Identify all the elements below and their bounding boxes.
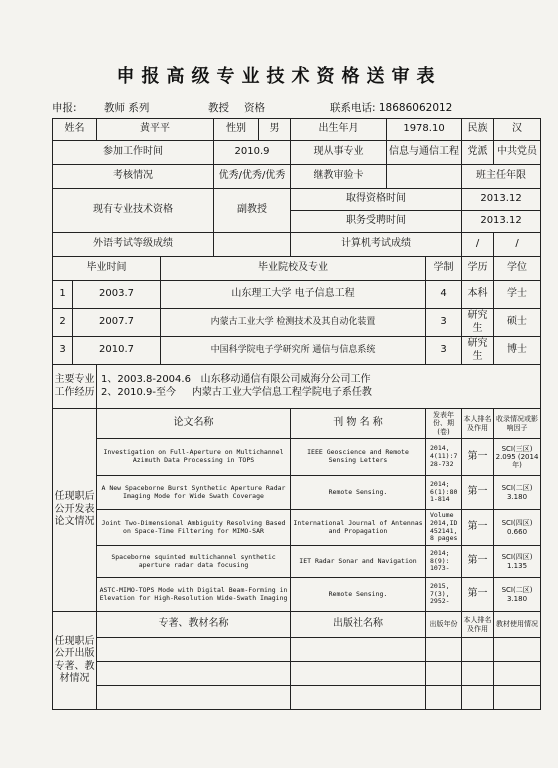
edu-no: 2 [53, 309, 73, 337]
name-label: 姓名 [53, 119, 97, 141]
edu-header-level: 学历 [462, 257, 494, 281]
edu-years: 3 [426, 309, 462, 337]
edu-degree: 硕士 [494, 309, 541, 337]
paper-rank: 第一 [462, 510, 494, 546]
education-row [53, 309, 541, 337]
book-header-title: 专著、教材名称 [97, 612, 291, 638]
paper-year: 2014; 8(9): 1073- [426, 546, 462, 578]
book-row-empty [53, 638, 541, 662]
work-content [97, 365, 541, 409]
edu-time: 2010.7 [73, 337, 161, 365]
computer-value-1: / [462, 233, 494, 257]
apply-rank: 教授 [208, 102, 229, 114]
apply-series: 教师 系列 [104, 102, 150, 114]
paper-index: SCI(三区) 2.095 (2014年) [494, 439, 541, 476]
party-value: 中共党员 [494, 141, 541, 165]
workstart-value: 2010.9 [214, 141, 291, 165]
paper-index: SCI(二区) 3.180 [494, 578, 541, 612]
paper-header-rank: 本人排名及作用 [462, 409, 494, 439]
education-header-row [53, 257, 541, 281]
work-line-1: 1、2003.8-2004.6 山东移动通信有限公司威海分公司工作 [101, 374, 371, 385]
book-row-empty [53, 686, 541, 710]
book-cell [426, 638, 462, 662]
continuing-ed-value [387, 165, 462, 189]
edu-time: 2003.7 [73, 281, 161, 309]
paper-index: SCI(二区) 3.180 [494, 476, 541, 510]
work-line-2: 2、2010.9-至今 内蒙古工业大学信息工程学院电子系任教 [101, 386, 372, 398]
education-row [53, 281, 541, 309]
book-cell [291, 662, 426, 686]
books-section-label: 任现职后公开出版专著、教材情况 [53, 612, 97, 710]
edu-header-school: 毕业院校及专业 [161, 257, 426, 281]
paper-index: SCI(四区) 1.135 [494, 546, 541, 578]
book-row-empty [53, 662, 541, 686]
header-line [52, 100, 538, 116]
edu-time: 2007.7 [73, 309, 161, 337]
edu-no: 3 [53, 337, 73, 365]
book-header-year: 出版年份 [426, 612, 462, 638]
ethnicity-label: 民族 [462, 119, 494, 141]
book-cell [426, 662, 462, 686]
book-header-rank: 本人排名及作用 [462, 612, 494, 638]
assess-value: 优秀/优秀/优秀 [214, 165, 291, 189]
basic-row-3 [53, 165, 541, 189]
book-cell [462, 662, 494, 686]
paper-journal: Remote Sensing. [291, 578, 426, 612]
paper-rank: 第一 [462, 546, 494, 578]
class-teacher-label: 班主任年限 [462, 165, 541, 189]
books-header-row [53, 612, 541, 638]
workstart-label: 参加工作时间 [53, 141, 214, 165]
work-label: 主要专业工作经历 [53, 365, 97, 409]
edu-level: 研究生 [462, 337, 494, 365]
continuing-ed-label: 继教审验卡 [291, 165, 387, 189]
paper-journal: IET Radar Sonar and Navigation [291, 546, 426, 578]
paper-rank: 第一 [462, 476, 494, 510]
qual-time-value: 2013.12 [462, 189, 541, 211]
assess-label: 考核情况 [53, 165, 214, 189]
language-label: 外语考试等级成绩 [53, 233, 214, 257]
education-row [53, 337, 541, 365]
paper-title: ASTC-MIMO-TOPS Mode with Digital Beam-Forming in Elevation for High-Resolution Wide-Swath Imaging [97, 578, 291, 612]
paper-row [53, 439, 541, 476]
basic-row-6 [53, 233, 541, 257]
paper-year: 2014, 4(11):7 28-732 [426, 439, 462, 476]
paper-title: Spaceborne squinted multichannel synthetic aperture radar data focusing [97, 546, 291, 578]
book-cell [426, 686, 462, 710]
book-cell [97, 662, 291, 686]
name-value: 黄平平 [97, 119, 214, 141]
edu-no: 1 [53, 281, 73, 309]
computer-label: 计算机考试成绩 [291, 233, 462, 257]
book-cell [462, 686, 494, 710]
paper-row [53, 476, 541, 510]
book-cell [97, 638, 291, 662]
papers-header-row [53, 409, 541, 439]
paper-rank: 第一 [462, 439, 494, 476]
work-row [53, 365, 541, 409]
basic-row-2 [53, 141, 541, 165]
papers-section-label: 任现职后公开发表论文情况 [53, 409, 97, 612]
edu-school: 山东理工大学 电子信息工程 [161, 281, 426, 309]
paper-index: SCI(四区) 0.660 [494, 510, 541, 546]
paper-year: Volume 2014,ID 452141, 8 pages [426, 510, 462, 546]
paper-row [53, 578, 541, 612]
book-header-publisher: 出版社名称 [291, 612, 426, 638]
application-table [52, 118, 541, 710]
birth-value: 1978.10 [387, 119, 462, 141]
edu-degree: 博士 [494, 337, 541, 365]
paper-title: Joint Two-Dimensional Ambiguity Resolving Based on Space-Time Filtering for MIMO-SAR [97, 510, 291, 546]
book-cell [291, 686, 426, 710]
paper-title: Investigation on Full-Aperture on Multichannel Azimuth Data Processing in TOPS [97, 439, 291, 476]
book-cell [494, 638, 541, 662]
paper-header-year: 发表年份、期(卷) [426, 409, 462, 439]
computer-value-2: / [494, 233, 541, 257]
paper-year: 2014; 6(1):80 1-814 [426, 476, 462, 510]
apply-label: 申报: [52, 102, 77, 114]
paper-rank: 第一 [462, 578, 494, 612]
party-label: 党派 [462, 141, 494, 165]
gender-value: 男 [259, 119, 291, 141]
paper-year: 2015, 7(3), 2952- [426, 578, 462, 612]
paper-header-title: 论文名称 [97, 409, 291, 439]
basic-row-4 [53, 189, 541, 211]
phone-number: 联系电话: 18686062012 [330, 102, 453, 114]
edu-header-years: 学制 [426, 257, 462, 281]
major-label: 现从事专业 [291, 141, 387, 165]
qual-time-label: 取得资格时间 [291, 189, 462, 211]
book-cell [97, 686, 291, 710]
book-cell [462, 638, 494, 662]
hire-time-label: 职务受聘时间 [291, 211, 462, 233]
language-value [214, 233, 291, 257]
paper-row [53, 510, 541, 546]
current-title-label: 现有专业技术资格 [53, 189, 214, 233]
book-cell [291, 638, 426, 662]
paper-journal: International Journal of Antennas and Propagation [291, 510, 426, 546]
edu-header-degree: 学位 [494, 257, 541, 281]
book-cell [494, 686, 541, 710]
current-title-value: 副教授 [214, 189, 291, 233]
paper-header-index: 收录情况或影响因子 [494, 409, 541, 439]
edu-header-time: 毕业时间 [53, 257, 161, 281]
book-cell [494, 662, 541, 686]
birth-label: 出生年月 [291, 119, 387, 141]
edu-school: 内蒙古工业大学 检测技术及其自动化装置 [161, 309, 426, 337]
book-header-usage: 教材使用情况 [494, 612, 541, 638]
paper-journal: IEEE Geoscience and Remote Sensing Letters [291, 439, 426, 476]
edu-years: 3 [426, 337, 462, 365]
edu-school: 中国科学院电子学研究所 通信与信息系统 [161, 337, 426, 365]
ethnicity-value: 汉 [494, 119, 541, 141]
gender-label: 性别 [214, 119, 259, 141]
paper-header-journal: 刊 物 名 称 [291, 409, 426, 439]
edu-years: 4 [426, 281, 462, 309]
paper-row [53, 546, 541, 578]
hire-time-value: 2013.12 [462, 211, 541, 233]
form-title: 申报高级专业技术资格送审表 [116, 66, 442, 87]
basic-row-1 [53, 119, 541, 141]
edu-level: 研究生 [462, 309, 494, 337]
edu-level: 本科 [462, 281, 494, 309]
edu-degree: 学士 [494, 281, 541, 309]
paper-title: A New Spaceborne Burst Synthetic Aperture Radar Imaging Mode for Wide Swath Coverage [97, 476, 291, 510]
major-value: 信息与通信工程 [387, 141, 462, 165]
apply-rank-suffix: 资格 [244, 102, 265, 114]
paper-journal: Remote Sensing. [291, 476, 426, 510]
